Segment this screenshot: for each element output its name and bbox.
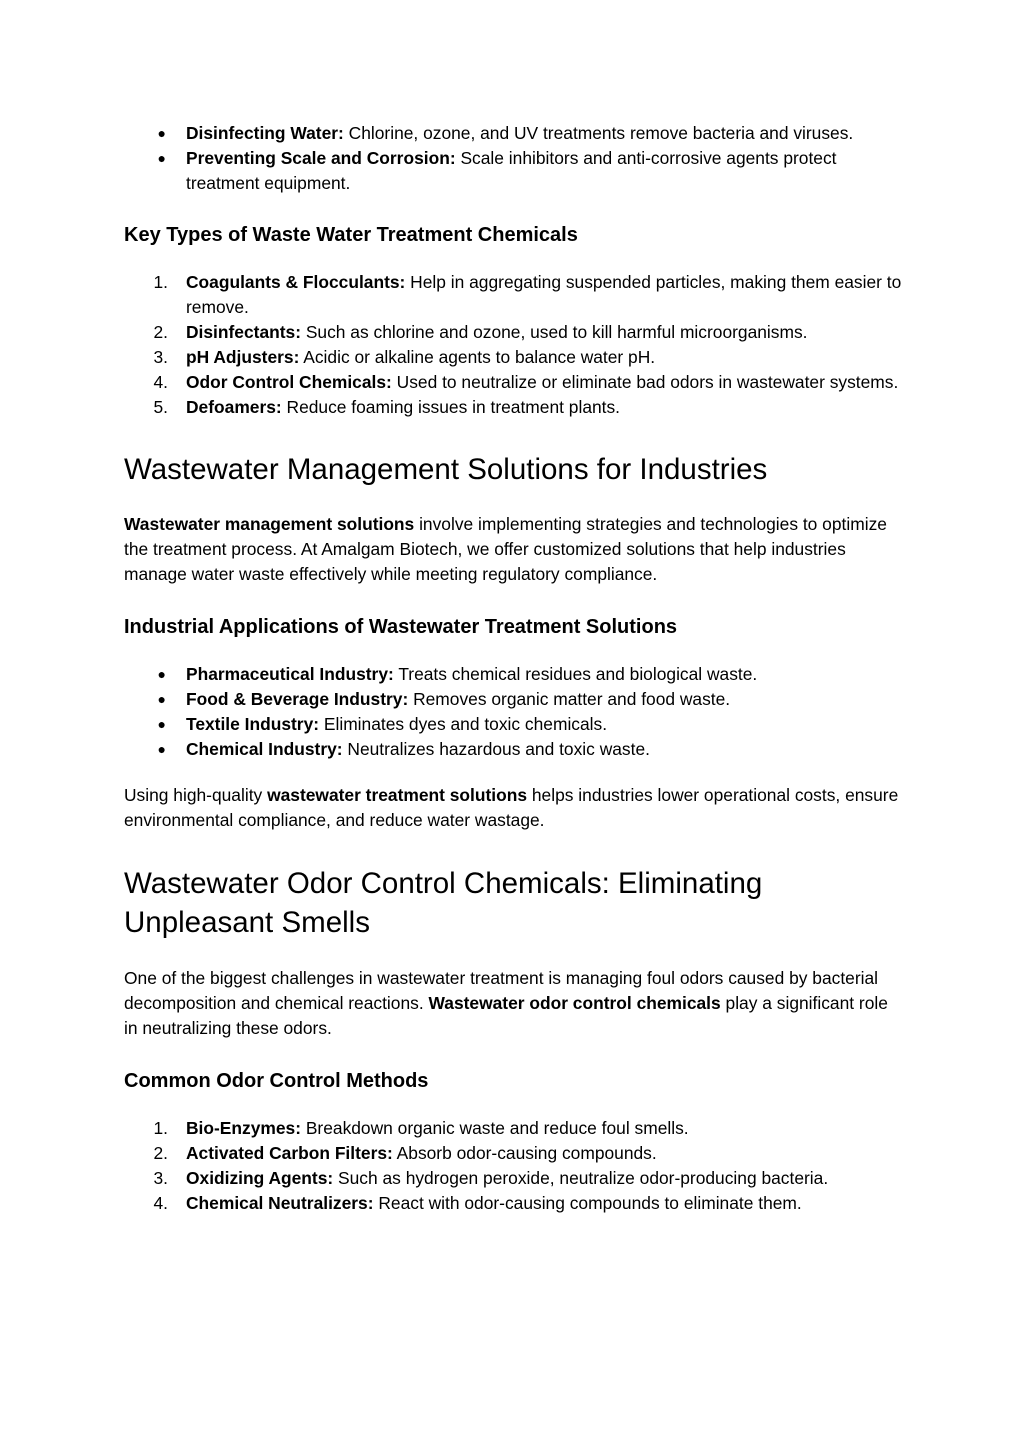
list-item [124, 1191, 904, 1216]
list-number: 4. [153, 1193, 168, 1213]
list-item [124, 345, 904, 370]
bullet-icon: ● [157, 741, 166, 757]
list-item-label: Chemical Industry: [186, 739, 343, 759]
bullet-icon: ● [157, 691, 166, 707]
closing-text-pre: Using high-quality [124, 785, 268, 805]
bullet-icon: ● [157, 716, 166, 732]
list-item-text: Removes organic matter and food waste. [408, 689, 731, 709]
list-item-text: Scale inhibitors and anti-corrosive agents protect treatment equipment. [186, 148, 837, 193]
list-item-text: Neutralizes hazardous and toxic waste. [342, 739, 650, 759]
management-para-bold: Wastewater management solutions [124, 514, 415, 534]
list-item [124, 270, 904, 320]
applications-heading: Industrial Applications of Wastewater Treatment Solutions [124, 616, 678, 638]
list-item-label: Coagulants & Flocculants: [186, 272, 406, 292]
list-number: 1. [153, 272, 168, 292]
list-item-text: Absorb odor-causing compounds. [392, 1143, 657, 1163]
list-number: 2. [153, 1143, 168, 1163]
list-item-label: Disinfecting Water: [186, 123, 344, 143]
closing-text-bold: wastewater treatment solutions [267, 785, 528, 805]
list-item-text: Such as hydrogen peroxide, neutralize odor-producing bacteria. [333, 1168, 829, 1188]
closing-text-post: helps industries lower operational costs, ensure environmental compliance, and reduce water wastage. [124, 785, 899, 830]
list-item-text: Treats chemical residues and biological waste. [393, 664, 758, 684]
list-item-label: Chemical Neutralizers: [186, 1193, 374, 1213]
list-item-text: Eliminates dyes and toxic chemicals. [319, 714, 608, 734]
list-item-label: Preventing Scale and Corrosion: [186, 148, 456, 168]
list-number: 4. [153, 372, 168, 392]
list-item-label: pH Adjusters: [186, 347, 300, 367]
management-para-text: involve implementing strategies and technologies to optimize the treatment process. At Amalgam Biotech, we offer customized solutions that help industries manage water waste effectively while meeting regulatory compliance. [124, 514, 887, 584]
odor-methods-heading: Common Odor Control Methods [124, 1070, 429, 1092]
odor-paragraph [124, 966, 904, 1041]
list-item [124, 1141, 904, 1166]
list-item [124, 712, 904, 737]
list-item [124, 662, 904, 687]
list-number: 3. [153, 1168, 168, 1188]
list-item [124, 1166, 904, 1191]
bullet-icon: ● [157, 125, 166, 141]
intro-bullet-list [124, 121, 904, 196]
list-item [124, 1116, 904, 1141]
odor-methods-list [124, 1116, 904, 1216]
management-closing-paragraph [124, 783, 904, 833]
list-item [124, 395, 904, 420]
applications-list [124, 662, 904, 762]
list-item-label: Oxidizing Agents: [186, 1168, 334, 1188]
list-item-label: Food & Beverage Industry: [186, 689, 409, 709]
odor-para-post: play a significant role in neutralizing these odors. [124, 993, 888, 1038]
list-item [124, 146, 904, 196]
list-item [124, 320, 904, 345]
list-item-text: Used to neutralize or eliminate bad odors in wastewater systems. [391, 372, 899, 392]
bullet-icon: ● [157, 666, 166, 682]
odor-para-pre: One of the biggest challenges in wastewater treatment is managing foul odors caused by bacterial decomposition and chemical reactions. [124, 968, 879, 1013]
list-item-label: Textile Industry: [186, 714, 320, 734]
odor-heading: Wastewater Odor Control Chemicals: Eliminating Unpleasant Smells [124, 867, 763, 939]
list-item-text: Help in aggregating suspended particles, making them easier to remove. [186, 272, 902, 317]
list-item-text: React with odor-causing compounds to eliminate them. [373, 1193, 802, 1213]
management-heading: Wastewater Management Solutions for Industries [124, 453, 768, 486]
list-item [124, 121, 904, 146]
list-item-label: Defoamers: [186, 397, 282, 417]
list-item-label: Disinfectants: [186, 322, 301, 342]
list-item-text: Reduce foaming issues in treatment plants. [281, 397, 621, 417]
key-types-list [124, 270, 904, 420]
list-number: 3. [153, 347, 168, 367]
list-item-label: Bio-Enzymes: [186, 1118, 301, 1138]
list-item-text: Such as chlorine and ozone, used to kill harmful microorganisms. [301, 322, 808, 342]
list-number: 2. [153, 322, 168, 342]
list-item [124, 737, 904, 762]
bullet-icon: ● [157, 150, 166, 166]
list-item-text: Breakdown organic waste and reduce foul smells. [301, 1118, 689, 1138]
list-item-label: Activated Carbon Filters: [186, 1143, 393, 1163]
list-number: 5. [153, 397, 168, 417]
list-item-label: Pharmaceutical Industry: [186, 664, 394, 684]
odor-para-bold: Wastewater odor control chemicals [428, 993, 721, 1013]
list-item [124, 370, 904, 395]
management-paragraph [124, 512, 904, 587]
list-item-text: Acidic or alkaline agents to balance water pH. [299, 347, 656, 367]
list-number: 1. [153, 1118, 168, 1138]
list-item-text: Chlorine, ozone, and UV treatments remove bacteria and viruses. [343, 123, 854, 143]
list-item-label: Odor Control Chemicals: [186, 372, 392, 392]
list-item [124, 687, 904, 712]
key-types-heading: Key Types of Waste Water Treatment Chemicals [124, 224, 578, 246]
